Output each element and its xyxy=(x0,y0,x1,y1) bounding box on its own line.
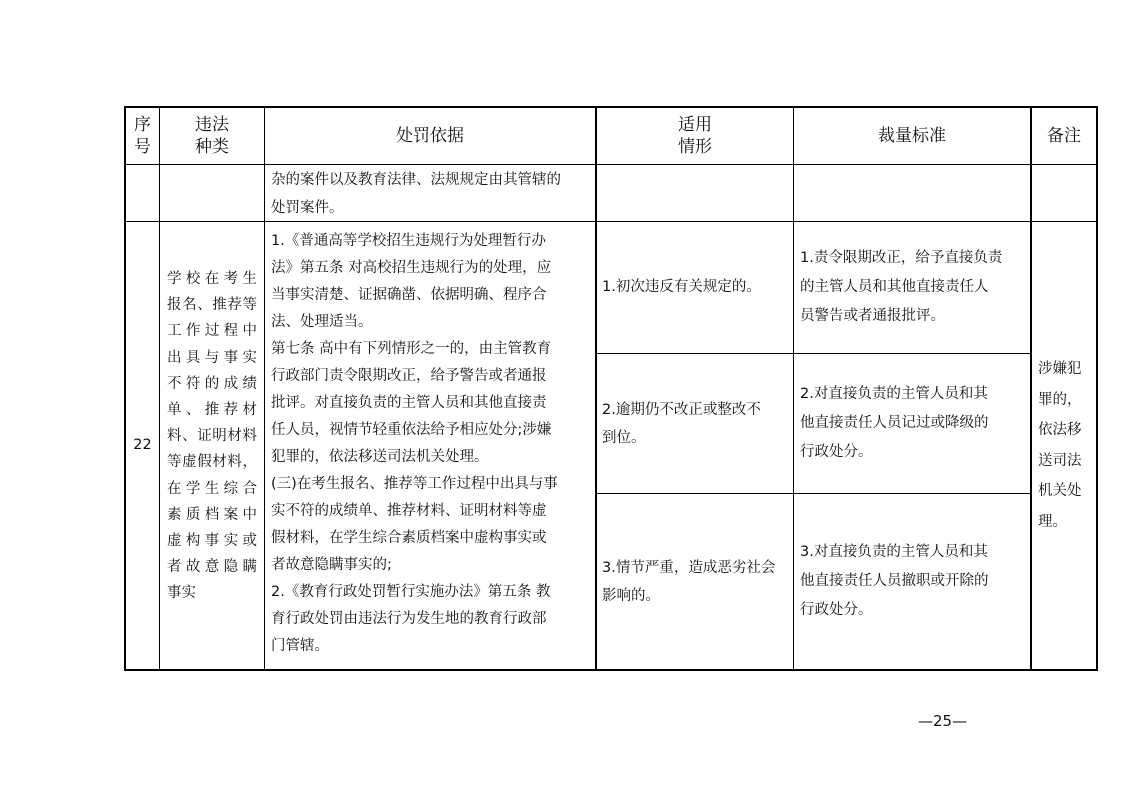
type-line: 学校在考生 xyxy=(167,271,257,287)
header-situation xyxy=(597,108,793,164)
standard-2-line: 他直接责任人员记过或降级的 xyxy=(800,415,989,431)
col-divider-type xyxy=(264,106,265,671)
col-divider-situation xyxy=(793,106,794,671)
standard-3-line: 行政处分。 xyxy=(800,602,873,618)
header-standard-text: 裁量标准 xyxy=(878,126,946,146)
header-type xyxy=(160,108,264,164)
situation-2-line: 2.逾期仍不改正或整改不 xyxy=(602,401,761,418)
type-line: 者故意隐瞒 xyxy=(167,559,257,576)
header-type-line2: 种类 xyxy=(195,137,229,157)
basis-line: 批评。对直接负责的主管人员和其他直接责 xyxy=(271,395,547,411)
table-right-border xyxy=(1096,106,1098,671)
standard-1-line: 的主管人员和其他直接责任人 xyxy=(800,279,989,295)
basis-line: 者故意隐瞒事实的; xyxy=(271,557,392,573)
row22-seq-text: 22 xyxy=(133,436,152,453)
standard-3-line: 3.对直接负责的主管人员和其 xyxy=(800,544,988,560)
row22-seq xyxy=(126,222,159,669)
situation-3 xyxy=(602,494,790,669)
col-divider-basis xyxy=(595,106,597,671)
basis-line: 当事实清楚、证据确凿、依据明确、程序合 xyxy=(271,287,547,303)
row22-type xyxy=(167,266,257,607)
header-seq-line2: 号 xyxy=(134,137,151,157)
basis-line: 行政部门责令限期改正，给予警告或者通报 xyxy=(271,368,547,384)
note-line: 送司法 xyxy=(1038,452,1082,469)
standard-3 xyxy=(800,494,1028,669)
header-standard xyxy=(794,108,1030,164)
row22-note xyxy=(1038,222,1094,669)
type-line: 素质档案中 xyxy=(167,506,257,523)
header-situation-line2: 情形 xyxy=(678,137,712,157)
continued-basis-line: 杂的案件以及教育法律、法规规定由其管辖的 xyxy=(271,172,561,188)
basis-line: 育行政处罚由违法行为发生地的教育行政部 xyxy=(271,611,547,627)
note-line: 依法移 xyxy=(1038,422,1082,438)
header-note-text: 备注 xyxy=(1047,126,1081,146)
situation-2 xyxy=(602,354,790,493)
basis-line: 法、处理适当。 xyxy=(271,314,373,330)
continued-basis-line: 处罚案件。 xyxy=(271,199,344,216)
situation-1-line: 1.初次违反有关规定的。 xyxy=(602,278,761,295)
type-line: 料、证明材料 xyxy=(167,428,257,445)
header-seq xyxy=(126,108,159,164)
basis-line: (三)在考生报名、推荐等工作过程中出具与事 xyxy=(271,476,558,492)
basis-line: 1.《普通高等学校招生违规行为处理暂行办 xyxy=(271,233,546,249)
page-number: —25— xyxy=(918,712,968,730)
note-line: 理。 xyxy=(1038,513,1067,530)
situation-3-line: 影响的。 xyxy=(602,587,660,604)
note-line: 机关处 xyxy=(1038,483,1082,499)
standard-2 xyxy=(800,354,1028,493)
header-basis xyxy=(265,108,595,164)
type-line: 虚构事实或 xyxy=(167,533,257,550)
basis-line: 法》第五条 对高校招生违规行为的处理，应 xyxy=(271,260,552,276)
situation-3-line: 3.情节严重，造成恶劣社会 xyxy=(602,559,776,576)
note-line: 涉嫌犯 xyxy=(1038,361,1082,377)
basis-line: 2.《教育行政处罚暂行实施办法》第五条 教 xyxy=(271,584,551,600)
type-line: 事实 xyxy=(167,585,196,602)
standard-1 xyxy=(800,222,1028,353)
situation-2-line: 到位。 xyxy=(602,429,646,446)
standard-2-line: 行政处分。 xyxy=(800,444,873,460)
col-divider-seq xyxy=(159,106,160,671)
basis-line: 任人员，视情节轻重依法给予相应处分;涉嫌 xyxy=(271,422,552,438)
type-line: 工作过程中 xyxy=(167,323,257,340)
note-line: 罪的， xyxy=(1038,391,1082,408)
standard-3-line: 他直接责任人员撤职或开除的 xyxy=(800,573,989,589)
header-note xyxy=(1032,108,1096,164)
basis-line: 实不符的成绩单、推荐材料、证明材料等虚 xyxy=(271,503,547,519)
header-basis-text: 处罚依据 xyxy=(396,126,464,146)
continued-row-basis xyxy=(271,169,591,220)
type-line: 等虚假材料， xyxy=(167,454,257,471)
header-type-line1: 违法 xyxy=(195,115,229,135)
type-line: 报名、推荐等 xyxy=(167,297,257,314)
type-line: 在学生综合 xyxy=(167,480,257,497)
header-situation-line1: 适用 xyxy=(678,115,712,135)
header-seq-line1: 序 xyxy=(134,115,151,135)
basis-line: 第七条 高中有下列情形之一的，由主管教育 xyxy=(271,341,552,357)
type-line: 不符的成绩 xyxy=(167,375,257,392)
standard-1-line: 1.责令限期改正，给予直接负责 xyxy=(800,250,1003,266)
header-bottom-border xyxy=(124,164,1098,165)
basis-line: 门管辖。 xyxy=(271,638,329,654)
type-line: 单、推荐材 xyxy=(167,402,257,419)
basis-line: 犯罪的，依法移送司法机关处理。 xyxy=(271,449,489,465)
row22-basis xyxy=(271,228,591,660)
situation-1 xyxy=(602,222,790,353)
standard-2-line: 2.对直接负责的主管人员和其 xyxy=(800,386,988,402)
standard-1-line: 员警告或者通报批评。 xyxy=(800,308,945,324)
table-bottom-border xyxy=(124,669,1098,671)
type-line: 出具与事实 xyxy=(167,349,257,366)
basis-line: 假材料，在学生综合素质档案中虚构事实或 xyxy=(271,530,547,546)
col-divider-standard xyxy=(1030,106,1032,671)
